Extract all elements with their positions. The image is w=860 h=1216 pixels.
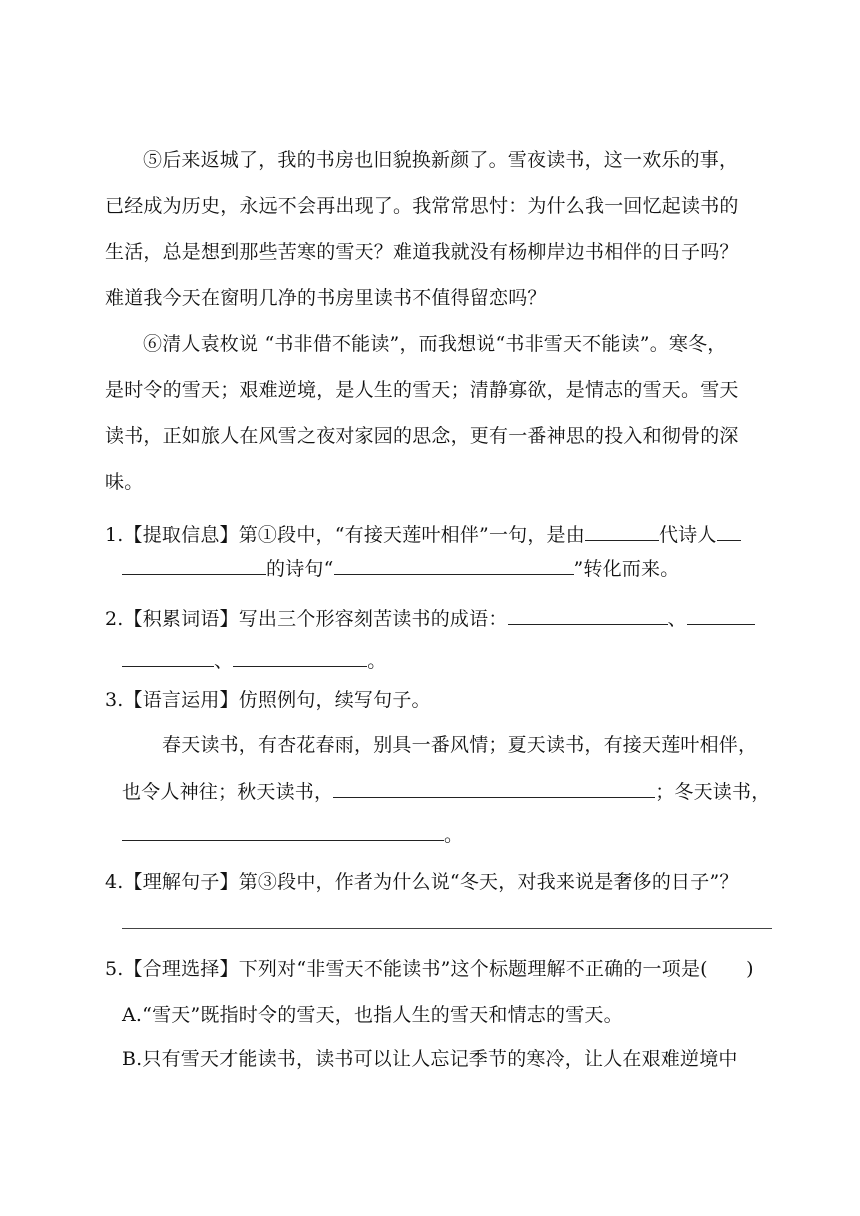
q2-blank-idiom-2-start[interactable] — [687, 604, 755, 625]
paragraph-6-line-1: ⑥清人袁枚说 “书非借不能读”，而我想说“书非雪天不能读”。寒冬， — [143, 333, 727, 355]
question-1-line-2 — [122, 554, 679, 581]
question-3-example-line-2 — [122, 777, 770, 804]
question-1-line-1 — [105, 520, 741, 547]
question-1-poem-label: 的诗句“ — [266, 558, 334, 580]
question-1-prompt: 1.【提取信息】第①段中，“有接天莲叶相伴”一句，是由 — [105, 524, 585, 546]
question-5-stem: 5.【合理选择】下列对“非雪天不能读书”这个标题理解不正确的一项是( ) — [105, 958, 754, 980]
q3-blank-autumn[interactable] — [333, 777, 655, 798]
question-1-end: ”转化而来。 — [573, 558, 680, 580]
q3-blank-winter[interactable] — [122, 820, 444, 841]
question-5-option-a: A.“雪天”既指时令的雪天，也指人生的雪天和情志的雪天。 — [122, 1004, 623, 1026]
question-3-end: 。 — [444, 824, 464, 846]
question-2-end: 。 — [367, 650, 387, 672]
paragraph-6-line-3: 读书，正如旅人在风雪之夜对家园的思念，更有一番神思的投入和彻骨的深 — [105, 425, 739, 447]
q1-blank-dynasty[interactable] — [585, 520, 659, 541]
q4-answer-line[interactable] — [122, 928, 772, 929]
question-2-sep-1: 、 — [667, 608, 687, 630]
question-3-line-3 — [122, 820, 463, 847]
question-2-prompt: 2.【积累词语】写出三个形容刻苦读书的成语： — [105, 608, 508, 630]
paragraph-5-line-1: ⑤后来返城了，我的书房也旧貌换新颜了。雪夜读书，这一欢乐的事， — [143, 149, 739, 171]
question-3-autumn-label: 也令人神往；秋天读书， — [122, 781, 334, 803]
paragraph-6-line-4: 味。 — [105, 471, 144, 493]
question-2-sep-2: 、 — [214, 650, 234, 672]
q1-blank-poem[interactable] — [334, 554, 574, 575]
q1-blank-poet[interactable] — [122, 554, 266, 575]
question-3-title: 3.【语言运用】仿照例句，续写句子。 — [105, 689, 431, 711]
paragraph-5-line-3: 生活，总是想到那些苦寒的雪天？难道我就没有杨柳岸边书相伴的日子吗？ — [105, 241, 739, 263]
question-1-poet-label: 代诗人 — [658, 524, 717, 546]
q2-blank-idiom-3[interactable] — [233, 646, 367, 667]
question-5-option-b: B.只有雪天才能读书，读书可以让人忘记季节的寒冷，让人在艰难逆境中 — [122, 1048, 738, 1070]
q1-blank-poet-start[interactable] — [717, 520, 741, 541]
paragraph-6-line-2: 是时令的雪天；艰难逆境，是人生的雪天；清静寡欲，是情志的雪天。雪天 — [105, 379, 739, 401]
q2-blank-idiom-1[interactable] — [508, 604, 668, 625]
question-2-line-2 — [122, 646, 386, 673]
paragraph-5-line-4: 难道我今天在窗明几净的书房里读书不值得留恋吗？ — [105, 287, 547, 309]
q2-blank-idiom-2[interactable] — [122, 646, 214, 667]
question-3-example-line-1: 春天读书，有杏花春雨，别具一番风情；夏天读书，有接天莲叶相伴， — [162, 734, 758, 756]
question-4-prompt: 4.【理解句子】第③段中，作者为什么说“冬天，对我来说是奢侈的日子”？ — [105, 871, 739, 893]
question-3-winter-label: ；冬天读书， — [655, 781, 771, 803]
question-2-line-1 — [105, 604, 755, 631]
paragraph-5-line-2: 已经成为历史，永远不会再出现了。我常常思忖：为什么我一回忆起读书的 — [105, 195, 739, 217]
